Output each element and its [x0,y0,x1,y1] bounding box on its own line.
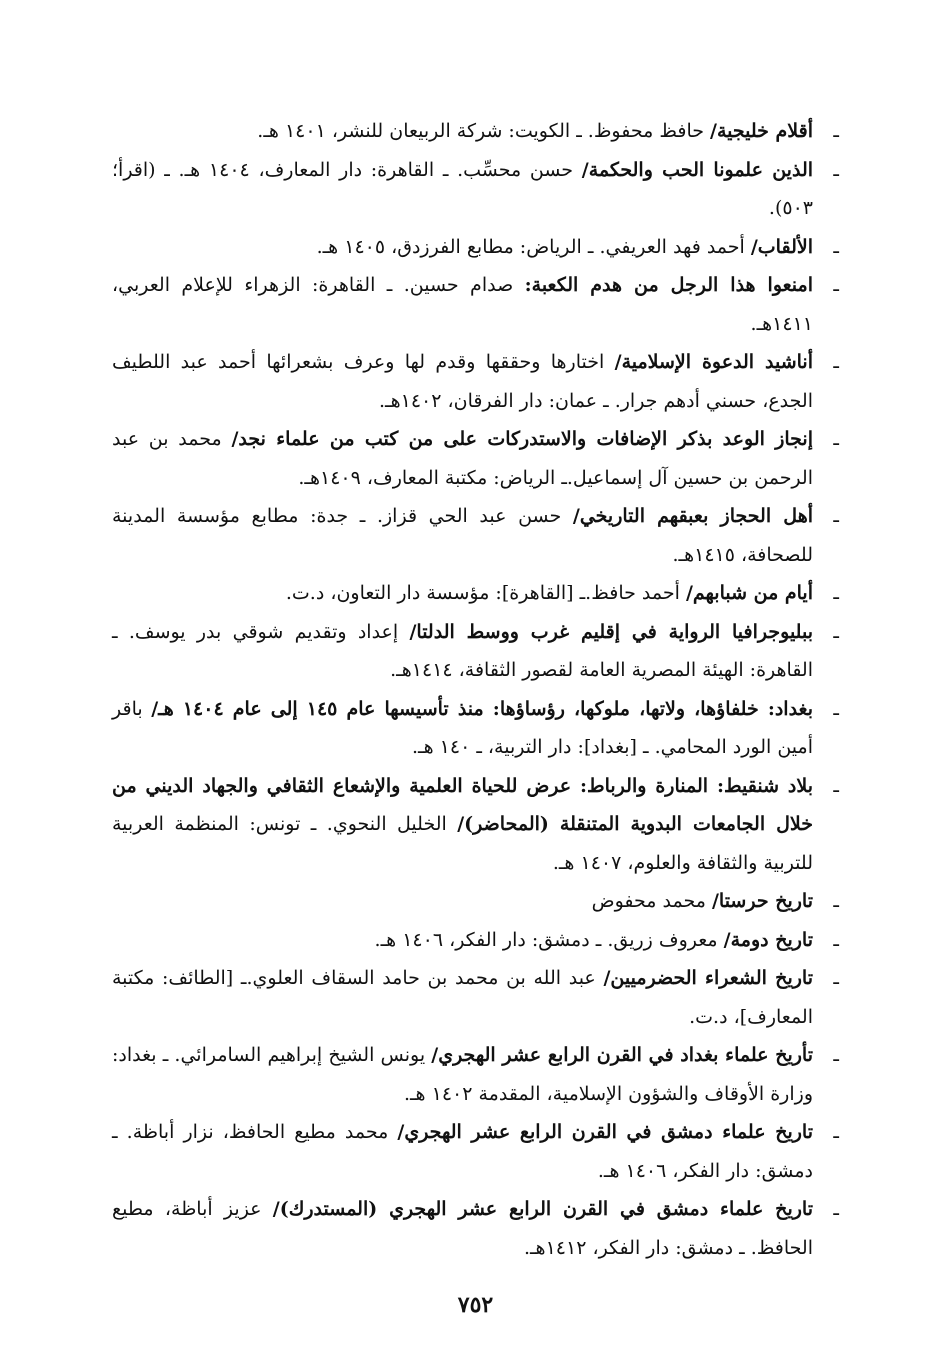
entry-details: يونس الشيخ إبراهيم السامرائي. ـ بغداد: وزارة الأوقاف والشؤون الإسلامية، المقدمة ١٤٠٢ هـ. [112,1044,813,1105]
list-item: ـ إنجاز الوعد بذكر الإضافات والاستدركات على من كتب من علماء نجد/ محمد بن عبد الرحمن بن حسين آل إسماعيل.ـ الرياض: مكتبة المعارف، ١٤٠٩هـ. [112,428,839,489]
list-item: ـ بلاد شنقيط: المنارة والرباط: عرض للحياة العلمية والإشعاع الثقافي والجهاد الديني من خلال الجامعات البدوية المتنقلة (المحاضر)/ الخليل النحوي. ـ تونس: المنظمة العربية للتربية والثقافة والعلوم، ١٤٠٧ هـ. [112,774,839,874]
list-item: ـ الألقاب/ أحمد فهد العريفي. ـ الرياض: مطابع الفرزدق، ١٤٠٥ هـ. [316,235,839,258]
list-item: ـ أهل الحجاز بعبقهم التاريخي/ حسن عبد الحي قزاز. ـ جدة: مطابع مؤسسة المدينة للصحافة، ١٤١٥هـ. [112,505,839,566]
entry-title: امنعوا هذا الرجل من هدم الكعبة: [524,274,813,296]
entry-title: تاريخ علماء دمشق في القرن الرابع عشر الهجري (المستدرك)/ [272,1198,813,1220]
list-item: ـ تاريخ الشعراء الحضرميين/ عبد الله بن محمد بن حامد السقاف العلوي.ـ [الطائف: مكتبة المعارف]، د.ت. [112,967,839,1028]
list-item: ـ تاريخ علماء دمشق في القرن الرابع عشر الهجري (المستدرك)/ عزيز أباظة، مطيع الحافظ. ـ دمشق: دار الفكر، ١٤١٢هـ. [112,1198,839,1259]
entry-details: محمد مطيع الحافظ، نزار أباظة. ـ دمشق: دار الفكر، ١٤٠٦ هـ. [112,1121,813,1182]
entry-title: أقلام خليجية/ [710,120,813,142]
page-number: ٧٥٢ [457,1292,494,1318]
list-item: ـ الذين علمونا الحب والحكمة/ حسن محسِّب. ـ القاهرة: دار المعارف، ١٤٠٤ هـ. ـ (اقرأ؛ ٥٠٣). [112,158,839,219]
list-item: ـ أناشيد الدعوة الإسلامية/ اختارها وحققها وقدم لها وعرف بشعرائها أحمد عبد اللطيف الجدع، حسني أدهم جرار. ـ عمان: دار الفرقان، ١٤٠٢هـ. [112,351,839,412]
list-item: ـ تاريخ حرستا/ محمد محفوض [591,890,839,912]
entry-details: صدام حسين. ـ القاهرة: الزهراء للإعلام العربي، ١٤١١هـ. [112,274,813,335]
entry-details: حسن محسِّب. ـ القاهرة: دار المعارف، ١٤٠٤ هـ. ـ (اقرأ؛ ٥٠٣). [112,158,813,219]
entry-details: اختارها وحققها وقدم لها وعرف بشعرائها أحمد عبد اللطيف الجدع، حسني أدهم جرار. ـ عمان: دار الفرقان، ١٤٠٢هـ. [112,351,813,412]
list-item: ـ أقلام خليجية/ حافظ محفوظ. ـ الكويت: شركة الربيعان للنشر، ١٤٠١ هـ. [257,120,839,142]
entry-details: إعداد وتقديم شوقي بدر يوسف. ـ القاهرة: الهيئة المصرية العامة لقصور الثقافة، ١٤١٤هـ. [112,620,813,681]
entry-title: تاريخ حرستا/ [711,890,813,912]
bibliography-list [112,112,839,1267]
entry-details: عبد الله بن محمد بن حامد السقاف العلوي.ـ [الطائف: مكتبة المعارف]، د.ت. [112,967,813,1028]
entry-details: حافظ محفوظ. ـ الكويت: شركة الربيعان للنشر، ١٤٠١ هـ. [257,120,711,142]
list-item: ـ تاريخ علماء دمشق في القرن الرابع عشر الهجري/ محمد مطيع الحافظ، نزار أباظة. ـ دمشق: دار الفكر، ١٤٠٦ هـ. [112,1121,839,1182]
entry-title: أهل الحجاز بعبقهم التاريخي/ [572,505,813,527]
entry-details: عزيز أباظة، مطيع الحافظ. ـ دمشق: دار الفكر، ١٤١٢هـ. [112,1198,813,1259]
entry-details: محمد محفوض [591,890,712,912]
entry-details: حسن عبد الحي قزاز. ـ جدة: مطابع مؤسسة المدينة للصحافة، ١٤١٥هـ. [112,505,813,566]
entry-details: الخليل النحوي. ـ تونس: المنظمة العربية للتربية والثقافة والعلوم، ١٤٠٧ هـ. [112,813,813,874]
entry-title: إنجاز الوعد بذكر الإضافات والاستدركات على من كتب من علماء نجد/ [231,428,813,450]
entry-title: أناشيد الدعوة الإسلامية/ [614,351,813,373]
entry-title: الألقاب/ [750,235,813,258]
entry-title: ببليوجرافيا الرواية في إقليم غرب ووسط الدلتا/ [409,620,813,643]
list-item: ـ أيام من شبابهم/ أحمد حافظ.ـ [القاهرة]: مؤسسة دار التعاون، د.ت. [285,582,839,604]
entry-details: أحمد فهد العريفي. ـ الرياض: مطابع الفرزدق، ١٤٠٥ هـ. [316,235,751,258]
entry-title: تاريخ علماء دمشق في القرن الرابع عشر الهجري/ [397,1121,813,1143]
entry-title: الذين علمونا الحب والحكمة/ [581,158,814,181]
entry-title: بغداد: خلفاؤها، ولاتها، ملوكها، رؤساؤها: منذ تأسيسها عام ١٤٥ إلى عام ١٤٠٤ هـ/ [151,697,814,720]
entry-title: تاريخ الشعراء الحضرميين/ [603,967,813,989]
list-item: ـ امنعوا هذا الرجل من هدم الكعبة: صدام حسين. ـ القاهرة: الزهراء للإعلام العربي، ١٤١١هـ. [112,274,839,335]
entry-title: بلاد شنقيط: المنارة والرباط: عرض للحياة العلمية والإشعاع الثقافي والجهاد الديني من خلال الجامعات البدوية المتنقلة (المحاضر)/ [112,774,813,835]
entry-title: تاريخ دومة/ [723,928,813,951]
list-item: ـ تاريخ دومة/ معروف زريق. ـ دمشق: دار الفكر، ١٤٠٦ هـ. [374,928,839,951]
list-item: ـ تأريخ علماء بغداد في القرن الرابع عشر الهجري/ يونس الشيخ إبراهيم السامرائي. ـ بغداد: وزارة الأوقاف والشؤون الإسلامية، المقدمة ١٤٠٢ هـ. [112,1044,839,1105]
entry-title: تأريخ علماء بغداد في القرن الرابع عشر الهجري/ [431,1044,814,1066]
entry-details: باقر أمين الورد المحامي. ـ [بغداد]: دار التربية، ـ ١٤٠ هـ. [112,697,813,758]
entry-details: معروف زريق. ـ دمشق: دار الفكر، ١٤٠٦ هـ. [374,928,724,951]
list-item: ـ ببليوجرافيا الرواية في إقليم غرب ووسط الدلتا/ إعداد وتقديم شوقي بدر يوسف. ـ القاهرة: الهيئة المصرية العامة لقصور الثقافة، ١٤١٤هـ. [112,620,839,681]
list-item: ـ بغداد: خلفاؤها، ولاتها، ملوكها، رؤساؤها: منذ تأسيسها عام ١٤٥ إلى عام ١٤٠٤ هـ/ باقر أمين الورد المحامي. ـ [بغداد]: دار التربية، ـ ١٤٠ هـ. [112,697,839,758]
entry-details: محمد بن عبد الرحمن بن حسين آل إسماعيل.ـ الرياض: مكتبة المعارف، ١٤٠٩هـ. [112,428,813,489]
entry-title: أيام من شبابهم/ [685,582,813,604]
entry-details: أحمد حافظ.ـ [القاهرة]: مؤسسة دار التعاون، د.ت. [285,582,686,604]
